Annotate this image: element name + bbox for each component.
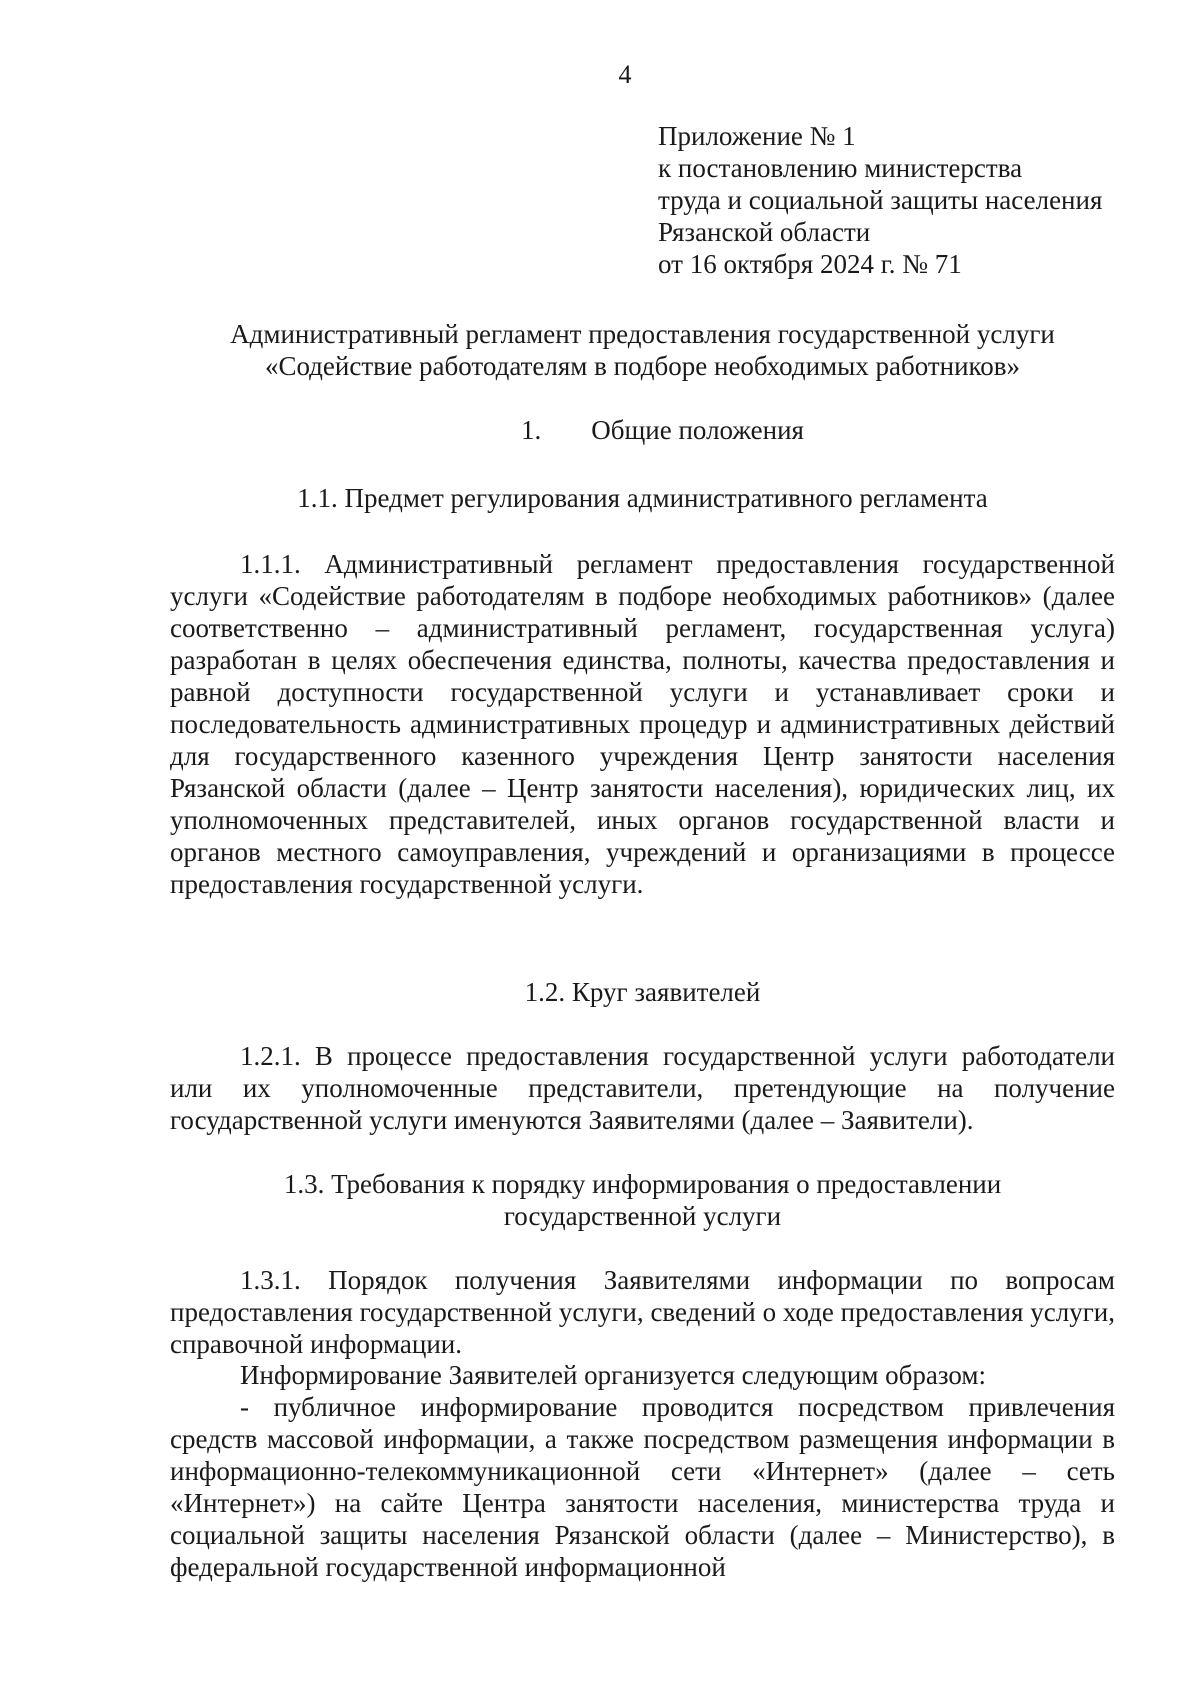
section-heading-1-2: 1.2. Круг заявителей [524, 977, 761, 1007]
section-heading-1 [170, 414, 1115, 446]
appendix-line: труда и социальной защиты населения [658, 185, 1103, 215]
appendix-line: Рязанской области [658, 217, 871, 247]
section-heading-1-1: 1.1. Предмет регулирования административного регламента [297, 483, 988, 513]
appendix-line: от 16 октября 2024 г. № 71 [658, 249, 962, 279]
page-number: 4 [618, 60, 632, 89]
appendix-line: Приложение № 1 [658, 121, 856, 151]
section-number: 1. [521, 415, 542, 445]
document-title [170, 318, 1115, 382]
section-heading-line: 1.3. Требования к порядку информирования о предоставлении [283, 1169, 1002, 1199]
paragraph-informing: Информирование Заявителей организуется следующим образом: [240, 1360, 986, 1390]
section-heading-line: государственной услуги [503, 1201, 782, 1231]
section-title: Общие положения [591, 415, 804, 445]
document-title-line: «Содействие работодателям в подборе необходимых работников» [264, 351, 1021, 381]
section-heading-1-3 [170, 1168, 1115, 1232]
paragraph-1-2-1: 1.2.1. В процессе предоставления государственной услуги работодатели или их уполномоченные представители, претендующие на получение государственной услуги именуются Заявителями (далее – Заявители). [170, 1041, 1115, 1135]
paragraph-1-3-1: 1.3.1. Порядок получения Заявителями информации по вопросам предоставления государственной услуги, сведений о ходе предоставления услуги, справочной информации. [170, 1265, 1115, 1359]
appendix-line: к постановлению министерства [658, 153, 1023, 183]
appendix-block [658, 120, 1102, 280]
paragraph-1-1-1: 1.1.1. Административный регламент предоставления государственной услуги «Содействие работодателям в подборе необходимых работников» (далее соответственно – административный регламент, государственная услуга) разработан в целях обеспечения единства, полноты, качества предоставления и равной доступности государственной услуги и устанавливает сроки и последовательность административных процедур и административных действий для государственного казенного учреждения Центр занятости населения Рязанской области (далее – Центр занятости населения), юридических лиц, их уполномоченных представителей, иных органов государственной власти и органов местного самоуправления, учреждений и организациями в процессе предоставления государственной услуги. [170, 549, 1115, 899]
paragraph-public-informing: - публичное информирование проводится посредством привлечения средств массовой информации, а также посредством размещения информации в информационно-телекоммуникационной сети «Интернет» (далее – сеть «Интернет») на сайте Центра занятости населения, министерства труда и социальной защиты населения Рязанской области (далее – Министерство), в федеральной государственной информационной [170, 1392, 1115, 1582]
document-title-line: Административный регламент предоставления государственной услуги [230, 319, 1055, 349]
